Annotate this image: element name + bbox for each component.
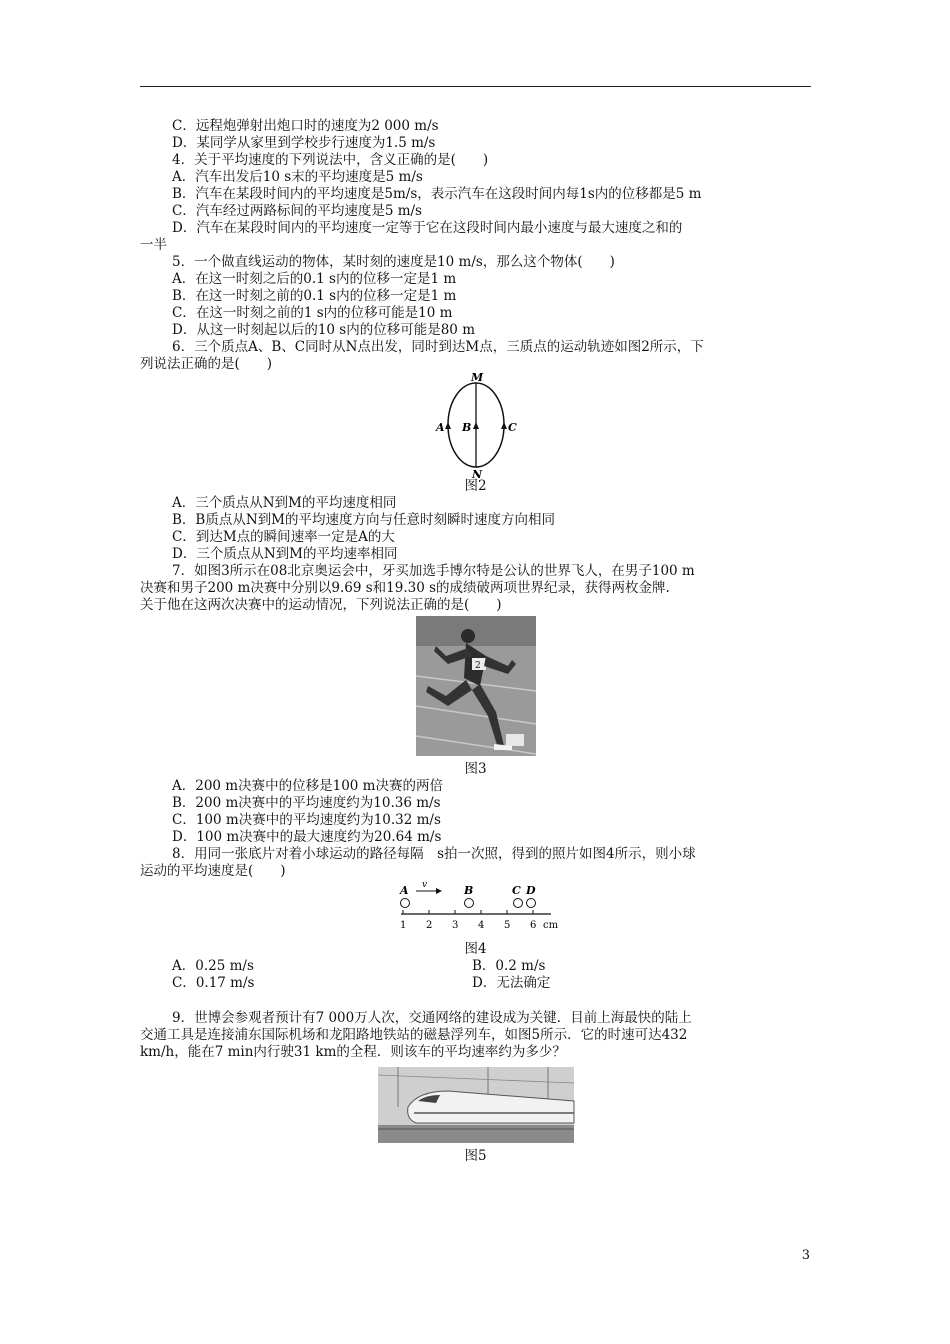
velocity-label: v bbox=[421, 880, 427, 890]
option-line: A．在这一时刻之后的0.1 s内的位移一定是1 m bbox=[172, 271, 457, 287]
figure-2-caption: 图2 bbox=[464, 478, 487, 494]
figure-3-caption: 图3 bbox=[464, 761, 487, 777]
question-7-cont: 决赛和男子200 m决赛中分别以9.69 s和19.30 s的成绩破两项世界纪录，获得两枚金牌. bbox=[140, 580, 670, 596]
options-row bbox=[140, 958, 811, 975]
tick-label: 1 bbox=[399, 920, 406, 931]
figure-3 bbox=[140, 616, 811, 761]
track-bed bbox=[378, 1125, 574, 1143]
figure-5-caption: 图5 bbox=[464, 1148, 487, 1164]
label-n: N bbox=[471, 468, 482, 481]
arrow-c bbox=[501, 422, 507, 429]
figure-2 bbox=[140, 371, 811, 481]
option-b: B．0.2 m/s bbox=[472, 958, 546, 974]
option-line: A．200 m决赛中的位移是100 m决赛的两倍 bbox=[172, 778, 443, 794]
question-9-cont: km/h，能在7 min内行驶31 km的全程．则该车的平均速率约为多少？ bbox=[140, 1044, 566, 1060]
option-line: C．在这一时刻之前的1 s内的位移可能是10 m bbox=[172, 305, 453, 321]
option-line: D．100 m决赛中的最大速度约为20.64 m/s bbox=[172, 829, 442, 845]
question-9-cont: 交通工具是连接浦东国际机场和龙阳路地铁站的磁悬浮列车，如图5所示．它的时速可达432 bbox=[140, 1027, 688, 1043]
option-line: A．汽车出发后10 s末的平均速度是5 m/s bbox=[172, 169, 423, 185]
tick-label: 6 bbox=[529, 920, 536, 931]
runner-bib-number: 2 bbox=[474, 661, 481, 671]
label-a: A bbox=[435, 421, 445, 434]
label-c: C bbox=[507, 421, 517, 434]
sprinter-photo bbox=[416, 616, 536, 756]
question-5: 5．一个做直线运动的物体，某时刻的速度是10 m/s，那么这个物体( ) bbox=[172, 254, 615, 270]
option-line: B．汽车在某段时间内的平均速度是5m/s，表示汽车在这段时间内每1s内的位移都是5 m bbox=[172, 186, 702, 202]
question-8-cont: 运动的平均速度是( ) bbox=[140, 863, 286, 879]
option-line: D．三个质点从N到M的平均速率相同 bbox=[172, 546, 398, 562]
tick-label: 2 bbox=[425, 920, 432, 931]
option-line-cont: 一半 bbox=[140, 237, 167, 253]
question-4: 4．关于平均速度的下列说法中，含义正确的是( ) bbox=[172, 152, 489, 168]
maglev-train-photo bbox=[378, 1067, 574, 1143]
question-9: 9．世博会参观者预计有7 000万人次，交通网络的建设成为关键．目前上海最快的陆上 bbox=[172, 1010, 692, 1026]
question-6: 6．三个质点A、B、C同时从N点出发，同时到达M点，三质点的运动轨迹如图2所示，下 bbox=[172, 339, 704, 355]
figure-5 bbox=[140, 1067, 811, 1148]
unit-label: cm bbox=[542, 920, 558, 931]
option-line: B．在这一时刻之前的0.1 s内的位移一定是1 m bbox=[172, 288, 457, 304]
option-line: C．汽车经过两路标间的平均速度是5 m/s bbox=[172, 203, 422, 219]
option-line: D．从这一时刻起以后的10 s内的位移可能是80 m bbox=[172, 322, 475, 338]
page-content bbox=[140, 118, 811, 1165]
option-c: C．0.17 m/s bbox=[172, 975, 255, 991]
arrow-a bbox=[445, 422, 451, 429]
question-7: 7．如图3所示在08北京奥运会中，牙买加选手博尔特是公认的世界飞人，在男子100 m bbox=[172, 563, 695, 579]
ball-a bbox=[400, 899, 409, 908]
ball-label-b: B bbox=[463, 884, 473, 897]
spacer bbox=[140, 992, 811, 1010]
figure-4 bbox=[140, 880, 811, 941]
ball-b bbox=[464, 899, 473, 908]
option-line: C．到达M点的瞬间速率一定是A的大 bbox=[172, 529, 395, 545]
ball-positions-diagram bbox=[386, 880, 566, 936]
ball-label-d: D bbox=[525, 884, 536, 897]
question-8: 8．用同一张底片对着小球运动的路径每隔 s拍一次照，得到的照片如图4所示，则小球 bbox=[172, 846, 696, 862]
photo-stands bbox=[416, 616, 536, 646]
option-line: C．100 m决赛中的平均速度约为10.32 m/s bbox=[172, 812, 441, 828]
ball-label-a: A bbox=[399, 884, 409, 897]
page-number: 3 bbox=[801, 1248, 810, 1263]
ball-c bbox=[513, 899, 522, 908]
option-line: A．三个质点从N到M的平均速度相同 bbox=[172, 495, 397, 511]
figure-4-caption: 图4 bbox=[464, 941, 487, 957]
option-line: B．200 m决赛中的平均速度约为10.36 m/s bbox=[172, 795, 441, 811]
question-6-cont: 列说法正确的是( ) bbox=[140, 356, 273, 372]
header-rule bbox=[140, 86, 811, 87]
text-line: D．某同学从家里到学校步行速度为1.5 m/s bbox=[172, 135, 436, 151]
options-row bbox=[140, 975, 811, 992]
tick-label: 3 bbox=[451, 920, 458, 931]
option-a: A．0.25 m/s bbox=[172, 958, 254, 974]
arrow-b bbox=[473, 422, 479, 429]
text-line: C．远程炮弹射出炮口时的速度为2 000 m/s bbox=[172, 118, 439, 134]
option-line: B．B质点从N到M的平均速度方向与任意时刻瞬时速度方向相同 bbox=[172, 512, 555, 528]
option-d: D．无法确定 bbox=[472, 975, 551, 991]
ellipse-trajectory-diagram bbox=[416, 371, 536, 481]
lane-number bbox=[506, 734, 524, 746]
tick-label: 5 bbox=[503, 920, 510, 931]
ball-label-c: C bbox=[511, 884, 521, 897]
tick-label: 4 bbox=[477, 920, 484, 931]
option-line: D．汽车在某段时间内的平均速度一定等于它在这段时间内最小速度与最大速度之和的 bbox=[172, 220, 683, 236]
ball-d bbox=[526, 899, 535, 908]
runner-head bbox=[461, 629, 475, 643]
label-m: M bbox=[470, 371, 483, 384]
velocity-arrowhead bbox=[436, 888, 442, 894]
label-b: B bbox=[461, 421, 471, 434]
question-7-cont: 关于他在这两次决赛中的运动情况，下列说法正确的是( ) bbox=[140, 597, 502, 613]
